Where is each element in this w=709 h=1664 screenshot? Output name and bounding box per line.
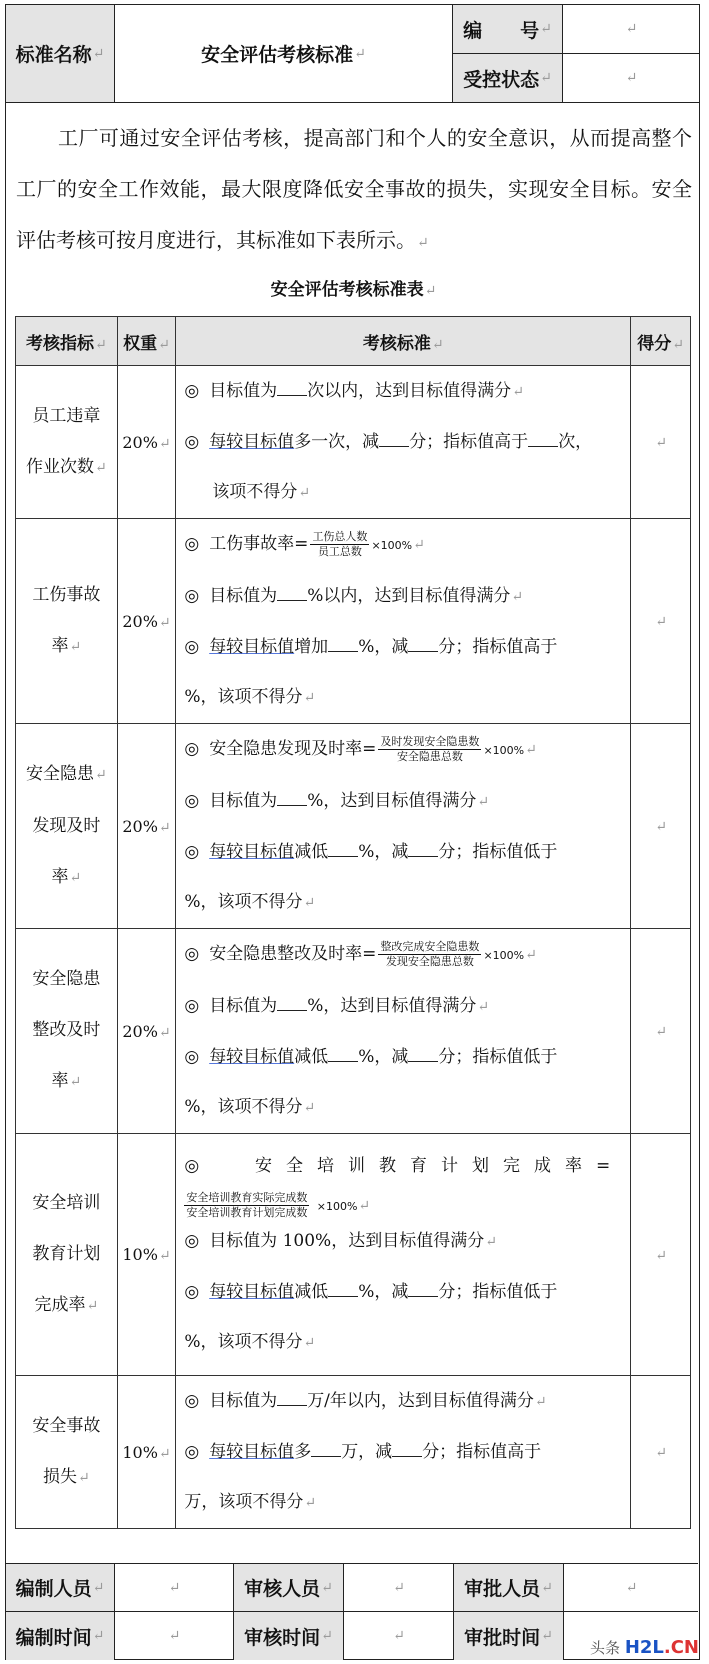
indicator-cell: 安全隐患↵ 发现及时 率↵ xyxy=(16,724,118,929)
table-caption xyxy=(6,275,701,300)
watermark-source: 头条 xyxy=(590,1639,621,1657)
prepared-time-value[interactable]: ↵ xyxy=(115,1612,234,1660)
indicator-cell: 安全培训 教育计划 完成率↵ xyxy=(16,1134,118,1376)
approved-by-label-cell: 审批人员 ↵ xyxy=(454,1564,564,1612)
score-cell[interactable]: ↵ xyxy=(631,1134,691,1376)
table-row xyxy=(16,724,691,929)
score-cell[interactable]: ↵ xyxy=(631,519,691,724)
formula-fraction: $\frac{\text{及时发现安全隐患数}}{\text{安全隐患总数}}$ xyxy=(380,735,480,763)
prepared-by-value[interactable]: ↵ xyxy=(115,1564,234,1612)
score-cell[interactable]: ↵ xyxy=(631,724,691,929)
watermark-logo: H2L xyxy=(624,1637,664,1658)
standard-cell: ◎ 目标值为 万/年以内，达到目标值得满分↵ ◎ 每较目标值多 万，减 分；指标值高于 万，该项不得分↵ xyxy=(176,1376,631,1529)
paragraph-mark: ↵ xyxy=(431,336,444,353)
paragraph-mark: ↵ xyxy=(354,45,366,62)
paragraph-mark: ↵ xyxy=(94,336,107,353)
weight-cell: 20%↵ xyxy=(117,519,176,724)
table-header-row xyxy=(16,317,691,366)
col-header-score: 得分↵ xyxy=(631,317,691,366)
formula-fraction: $\frac{\text{整改完成安全隐患数}}{\text{发现安全隐患总数}}$ xyxy=(380,940,480,968)
standard-cell: ◎ 安全培训教育计划完成率= $\frac{\text{安全培训教育实际完成数}}{\text{安全培训教育计划完成数}}$ ×100%↵ ◎ 目标值为 100%，达到目标值得满分↵ ◎ 每较目标值减低 %，减 分；指标值低于 %，该项不得分↵ xyxy=(176,1134,631,1376)
indicator-cell: 安全隐患 整改及时 率↵ xyxy=(16,929,118,1134)
reviewed-by-label-cell: 审核人员 ↵ xyxy=(234,1564,344,1612)
weight-cell: 20%↵ xyxy=(117,366,176,519)
paragraph-mark: ↵ xyxy=(625,70,638,86)
approved-by-value[interactable]: ↵ xyxy=(564,1564,698,1612)
weight-cell: 10%↵ xyxy=(117,1134,176,1376)
status-value-cell[interactable] xyxy=(563,54,699,103)
col-header-standard: 考核标准↵ xyxy=(176,317,631,366)
name-label-cell xyxy=(6,5,115,103)
name-label: 标准名称 xyxy=(15,44,92,66)
formula-fraction: $\frac{\text{安全培训教育实际完成数}}{\text{安全培训教育计划完成数}}$ xyxy=(186,1191,308,1219)
standard-cell: ◎ 安全隐患发现及时率= $\frac{\text{及时发现安全隐患数}}{\text{安全隐患总数}}$ ×100%↵ ◎ 目标值为 %，达到目标值得满分↵ ◎ 每较目标值减低 %，减 分；指标值低于 %，该项不得分↵ xyxy=(176,724,631,929)
intro-text: 工厂可通过安全评估考核，提高部门和个人的安全意识，从而提高整个工厂的安全工作效能，最大限度降低安全事故的损失，实现安全目标。安全评估考核可按月度进行，其标准如下表所示。 xyxy=(16,126,692,252)
indicator-cell: 工伤事故 率↵ xyxy=(16,519,118,724)
paragraph-mark: ↵ xyxy=(540,70,552,86)
watermark xyxy=(590,1637,699,1658)
col-header-indicator: 考核指标↵ xyxy=(16,317,118,366)
table-row xyxy=(16,519,691,724)
prepared-time-label-cell: 编制时间 ↵ xyxy=(6,1612,115,1660)
paragraph-mark: ↵ xyxy=(92,45,105,62)
score-cell[interactable]: ↵ xyxy=(631,366,691,519)
paragraph-mark: ↵ xyxy=(424,283,437,299)
reviewed-time-label-cell: 审核时间 ↵ xyxy=(234,1612,344,1660)
reviewed-time-value[interactable]: ↵ xyxy=(344,1612,454,1660)
table-title: 安全评估考核标准表 xyxy=(270,280,424,300)
weight-cell: 20%↵ xyxy=(117,724,176,929)
status-label-cell xyxy=(453,54,563,103)
standard-cell: ◎ 目标值为 次以内，达到目标值得满分↵ ◎ 每较目标值多一次，减 分；指标值高于 次， 该项不得分↵ xyxy=(176,366,631,519)
paragraph-mark: ↵ xyxy=(625,21,638,37)
intro-paragraph xyxy=(16,113,692,269)
weight-cell: 10%↵ xyxy=(117,1376,176,1529)
number-value-cell[interactable] xyxy=(563,5,699,54)
status-label: 受控状态 xyxy=(463,68,540,91)
score-cell[interactable]: ↵ xyxy=(631,1376,691,1529)
watermark-domain: .CN xyxy=(663,1637,699,1658)
table-row xyxy=(16,1134,691,1376)
score-cell[interactable]: ↵ xyxy=(631,929,691,1134)
number-label-cell xyxy=(453,5,563,54)
paragraph-mark: ↵ xyxy=(158,336,170,353)
standard-cell: ◎ 安全隐患整改及时率= $\frac{\text{整改完成安全隐患数}}{\text{发现安全隐患总数}}$ ×100%↵ ◎ 目标值为 %，达到目标值得满分↵ ◎ 每较目标值减低 %，减 分；指标值低于 %，该项不得分↵ xyxy=(176,929,631,1134)
standard-cell: ◎ 工伤事故率= $\frac{\text{工伤总人数}}{\text{员工总数}}$ ×100%↵ ◎ 目标值为 %以内，达到目标值得满分↵ ◎ 每较目标值增加 %，减 分；指标值高于 %，该项不得分↵ xyxy=(176,519,631,724)
paragraph-mark: ↵ xyxy=(540,21,552,37)
formula-fraction: $\frac{\text{工伤总人数}}{\text{员工总数}}$ xyxy=(312,530,368,558)
table-row xyxy=(16,1376,691,1529)
approved-time-label-cell: 审批时间 ↵ xyxy=(454,1612,564,1660)
paragraph-mark: ↵ xyxy=(672,336,684,353)
number-label: 编 号 xyxy=(463,19,540,42)
weight-cell: 20%↵ xyxy=(117,929,176,1134)
reviewed-by-value[interactable]: ↵ xyxy=(344,1564,454,1612)
title-cell xyxy=(115,5,453,103)
table-row xyxy=(16,366,691,519)
paragraph-mark: ↵ xyxy=(417,235,429,251)
table-row xyxy=(16,929,691,1134)
indicator-cell: 员工违章 作业次数↵ xyxy=(16,366,118,519)
col-header-weight: 权重↵ xyxy=(117,317,176,366)
assessment-table xyxy=(15,316,691,1529)
prepared-by-label-cell: 编制人员 ↵ xyxy=(6,1564,115,1612)
document-title: 安全评估考核标准 xyxy=(201,44,354,66)
indicator-cell: 安全事故 损失↵ xyxy=(16,1376,118,1529)
document-page xyxy=(5,4,700,1660)
